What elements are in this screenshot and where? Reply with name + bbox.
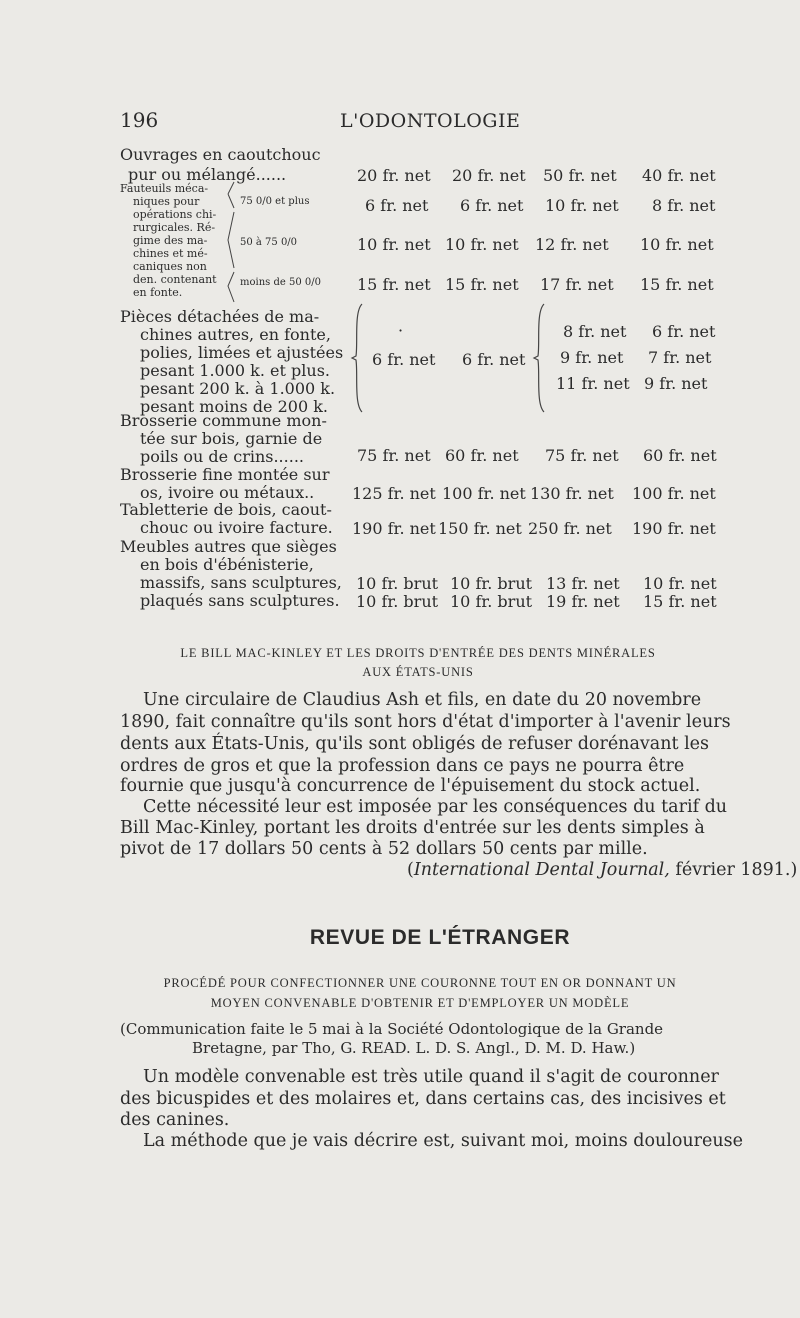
price-cell: 11 fr. net (556, 374, 630, 393)
price-cell: 8 fr. net (652, 196, 716, 215)
paragraph-line: dents aux États-Unis, qu'ils sont obligés de refuser dorénavant les (120, 734, 710, 754)
fauteuils-line: Fauteuils méca- (120, 182, 209, 195)
price-cell: 60 fr. net (643, 446, 717, 465)
price-cell: 40 fr. net (642, 166, 716, 185)
price-cell: 15 fr. net (445, 275, 519, 294)
fauteuils-line: niques pour (133, 195, 200, 208)
price-cell: 10 fr. net (640, 235, 714, 254)
meubles-line: plaqués sans sculptures. (140, 591, 340, 610)
running-title: L'ODONTOLOGIE (340, 110, 521, 132)
citation-open: ( (407, 860, 414, 880)
paragraph-line: des bicuspides et des molaires et, dans certains cas, des incisives et (120, 1089, 726, 1109)
section-caption: PROCÉDÉ POUR CONFECTIONNER UNE COURONNE TOUT EN OR DONNANT UN (163, 976, 677, 990)
communication-note: Bretagne, par Tho, G. READ. L. D. S. Angl., D. M. D. Haw.) (192, 1039, 636, 1057)
price-cell: 10 fr. net (643, 574, 717, 593)
paragraph-line: des canines. (120, 1110, 230, 1130)
price-cell: 17 fr. net (540, 275, 614, 294)
pieces-left-brace (350, 302, 366, 414)
fauteuils-line: opérations chi- (133, 208, 217, 221)
price-cell: 10 fr. net (445, 235, 519, 254)
paragraph-line: ordres de gros et que la profession dans ce pays ne pourra être (120, 756, 685, 776)
pieces-line: polies, limées et ajustées (140, 343, 344, 362)
citation-journal: International Dental Journal, (413, 860, 670, 880)
section-caption: AUX ÉTATS-UNIS (362, 665, 474, 679)
paragraph-line: Cette nécessité leur est imposée par les conséquences du tarif du (143, 797, 728, 817)
fauteuils-line: caniques non (133, 260, 207, 273)
price-cell: 20 fr. net (452, 166, 526, 185)
price-cell: 9 fr. net (560, 348, 624, 367)
price-cell: 6 fr. net (652, 322, 716, 341)
brosserie-line: poils ou de crins...... (140, 447, 304, 466)
pieces-line: Pièces détachées de ma- (120, 307, 320, 326)
section-title: REVUE DE L'ÉTRANGER (309, 926, 571, 949)
fauteuils-line: rurgicales. Ré- (133, 221, 216, 234)
fauteuils-line: en fonte. (133, 286, 183, 299)
price-cell: 10 fr. brut (356, 592, 439, 611)
price-cell: 250 fr. net (528, 519, 612, 538)
tabletterie-line: chouc ou ivoire facture. (140, 518, 333, 537)
paragraph-line: La méthode que je vais décrire est, suivant moi, moins douloureuse (143, 1131, 743, 1151)
paragraph-line: pivot de 17 dollars 50 cents à 52 dollars 50 cents par mille. (120, 839, 648, 859)
paragraph-line: Une circulaire de Claudius Ash et fils, en date du 20 novembre (143, 690, 702, 710)
section-caption: LE BILL MAC-KINLEY ET LES DROITS D'ENTRÉE DES DENTS MINÉRALES (180, 646, 656, 660)
communication-note: (Communication faite le 5 mai à la Société Odontologique de la Grande (120, 1020, 664, 1038)
fauteuils-line: gime des ma- (133, 234, 208, 247)
section-caption: MOYEN CONVENABLE D'OBTENIR ET D'EMPLOYER UN MODÈLE (210, 996, 630, 1010)
price-cell: 15 fr. net (640, 275, 714, 294)
fauteuils-sub-2: 50 à 75 0/0 (240, 237, 298, 248)
price-cell: 130 fr. net (530, 484, 614, 503)
price-cell: 100 fr. net (442, 484, 526, 503)
price-cell: 125 fr. net (352, 484, 436, 503)
price-cell: 150 fr. net (438, 519, 522, 538)
price-cell: 6 fr. net (460, 196, 524, 215)
price-cell: 6 fr. net (462, 350, 526, 369)
brosserie-line: tée sur bois, garnie de (140, 429, 323, 448)
pieces-dot: · (398, 321, 404, 340)
citation-date: février 1891. (675, 860, 791, 880)
price-cell: 10 fr. net (545, 196, 619, 215)
pieces-line: pesant moins de 200 k. (140, 397, 329, 416)
price-cell: 15 fr. net (357, 275, 431, 294)
price-cell: 13 fr. net (546, 574, 620, 593)
price-cell: 190 fr. net (352, 519, 436, 538)
price-cell: 15 fr. net (643, 592, 717, 611)
price-cell: 10 fr. net (357, 235, 431, 254)
fauteuils-sub-3: moins de 50 0/0 (240, 277, 321, 288)
price-cell: 75 fr. net (357, 446, 431, 465)
price-cell: 9 fr. net (644, 374, 708, 393)
pieces-line: pesant 1.000 k. et plus. (140, 361, 330, 380)
price-cell: 75 fr. net (545, 446, 619, 465)
price-cell: 10 fr. brut (450, 592, 533, 611)
pieces-right-brace (532, 302, 548, 414)
citation (407, 860, 797, 881)
row-label-caoutchouc-1: Ouvrages en caoutchouc (120, 145, 321, 164)
price-cell: 7 fr. net (648, 348, 712, 367)
row-label-caoutchouc-2: pur ou mélangé...... (128, 165, 287, 184)
fauteuils-brace (224, 180, 238, 305)
brosserie-line: Brosserie commune mon- (120, 411, 327, 430)
fauteuils-line: chines et mé- (133, 247, 208, 260)
price-cell: 19 fr. net (546, 592, 620, 611)
price-cell: 6 fr. net (372, 350, 436, 369)
brosserie-fine-line: os, ivoire ou métaux.. (140, 483, 315, 502)
price-cell: 8 fr. net (563, 322, 627, 341)
pieces-line: pesant 200 k. à 1.000 k. (140, 379, 336, 398)
paragraph-line: 1890, fait connaître qu'ils sont hors d'état d'importer à l'avenir leurs (120, 712, 731, 732)
price-cell: 10 fr. brut (450, 574, 533, 593)
meubles-line: Meubles autres que sièges (120, 537, 337, 556)
price-cell: 190 fr. net (632, 519, 716, 538)
price-cell: 20 fr. net (357, 166, 431, 185)
meubles-line: en bois d'ébénisterie, (140, 555, 314, 574)
paragraph-line: Un modèle convenable est très utile quand il s'agit de couronner (143, 1067, 719, 1087)
price-cell: 6 fr. net (365, 196, 429, 215)
tabletterie-line: Tabletterie de bois, caout- (120, 500, 332, 519)
pieces-line: chines autres, en fonte, (140, 325, 331, 344)
page-number: 196 (120, 108, 159, 132)
fauteuils-line: den. contenant (133, 273, 217, 286)
meubles-line: massifs, sans sculptures, (140, 573, 342, 592)
paragraph-line: Bill Mac-Kinley, portant les droits d'entrée sur les dents simples à (120, 818, 705, 838)
price-cell: 60 fr. net (445, 446, 519, 465)
paragraph-line: fournie que jusqu'à concurrence de l'épuisement du stock actuel. (120, 776, 701, 796)
fauteuils-sub-1: 75 0/0 et plus (240, 196, 310, 207)
price-cell: 12 fr. net (535, 235, 609, 254)
price-cell: 50 fr. net (543, 166, 617, 185)
brosserie-fine-line: Brosserie fine montée sur (120, 465, 330, 484)
price-cell: 10 fr. brut (356, 574, 439, 593)
citation-close: ) (790, 860, 798, 880)
price-cell: 100 fr. net (632, 484, 716, 503)
